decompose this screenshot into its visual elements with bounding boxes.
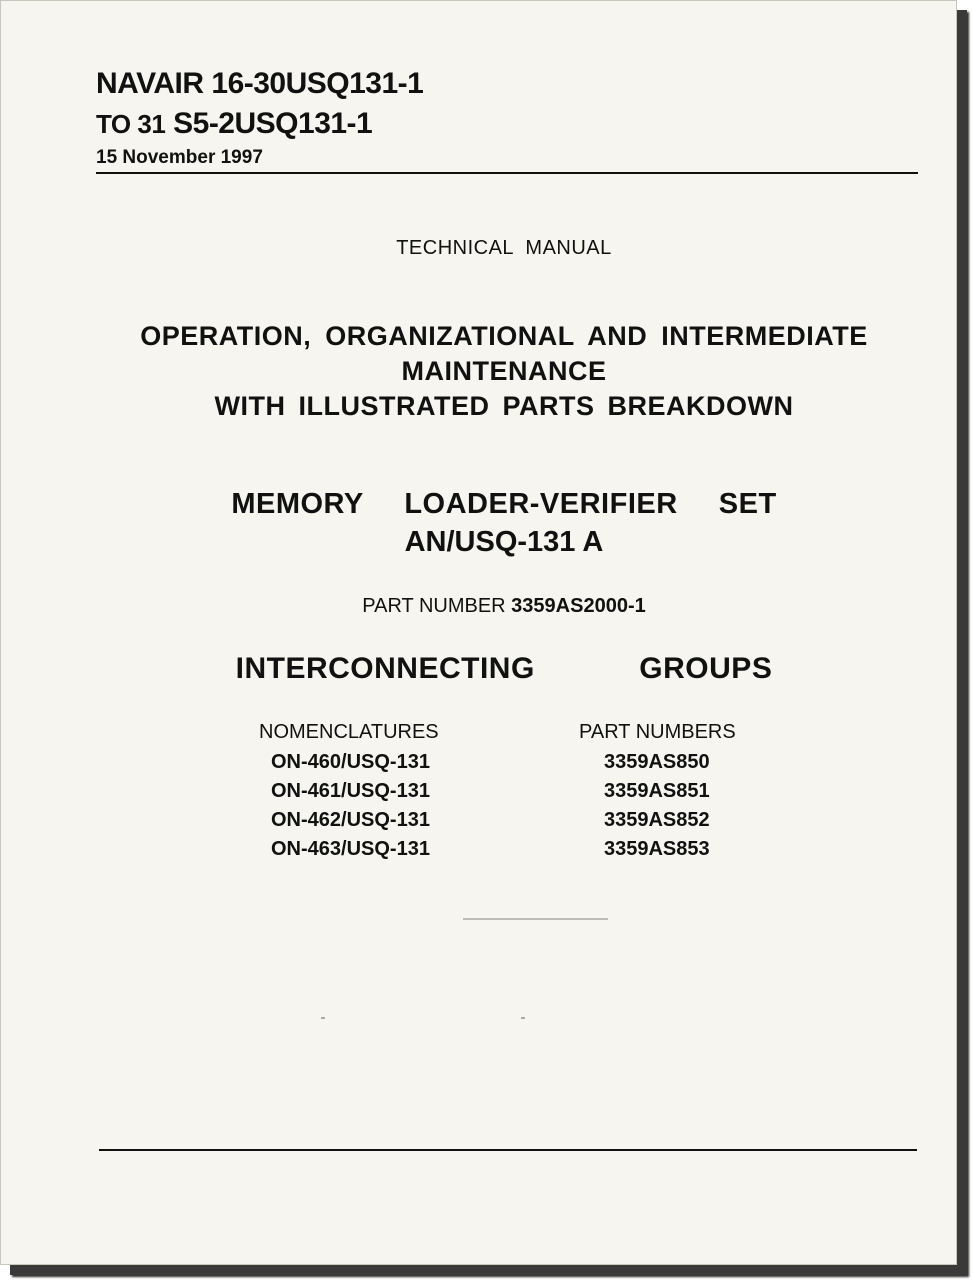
part-number-label: PART NUMBER [362, 595, 506, 617]
equipment-designation: AN/USQ-131 A [404, 526, 604, 558]
part-number-value: 3359AS2000-1 [511, 595, 646, 617]
footer-divider [99, 1149, 917, 1151]
scan-artifact [321, 1017, 325, 1019]
publication-date: 15 November 1997 [96, 147, 263, 168]
scan-artifact [463, 918, 608, 920]
part-number-line [1, 595, 973, 618]
title-line-3: WITH ILLUSTRATED PARTS BREAKDOWN [214, 391, 794, 421]
title-line-2: MAINTENANCE [401, 356, 607, 386]
table-row-nomenclature: ON-463/USQ-131 [271, 838, 430, 860]
doc-number-to-suffix: S5-2USQ131-1 [173, 107, 373, 140]
table-row-part-number: 3359AS852 [604, 809, 710, 831]
doc-number-navair: NAVAIR 16-30USQ131-1 [96, 67, 424, 100]
nomenclatures-header: NOMENCLATURES [259, 721, 439, 743]
nomenclature-column [271, 748, 430, 864]
table-row-nomenclature: ON-460/USQ-131 [271, 751, 430, 773]
header-divider [96, 172, 918, 174]
table-row-nomenclature: ON-462/USQ-131 [271, 809, 430, 831]
part-number-column [604, 748, 710, 864]
table-row-part-number: 3359AS851 [604, 780, 710, 802]
scan-artifact [521, 1017, 525, 1019]
table-row-part-number: 3359AS850 [604, 751, 710, 773]
title-line-1: OPERATION, ORGANIZATIONAL AND INTERMEDIATE [140, 321, 868, 351]
document-type: TECHNICAL MANUAL [396, 237, 612, 259]
table-row-nomenclature: ON-461/USQ-131 [271, 780, 430, 802]
part-numbers-header: PART NUMBERS [579, 721, 736, 743]
doc-number-to-prefix: TO 31 [96, 109, 166, 139]
doc-number-to [96, 107, 372, 141]
table-row-part-number: 3359AS853 [604, 838, 710, 860]
section-title: INTERCONNECTING GROUPS [235, 652, 773, 685]
equipment-name: MEMORY LOADER-VERIFIER SET [231, 488, 777, 520]
